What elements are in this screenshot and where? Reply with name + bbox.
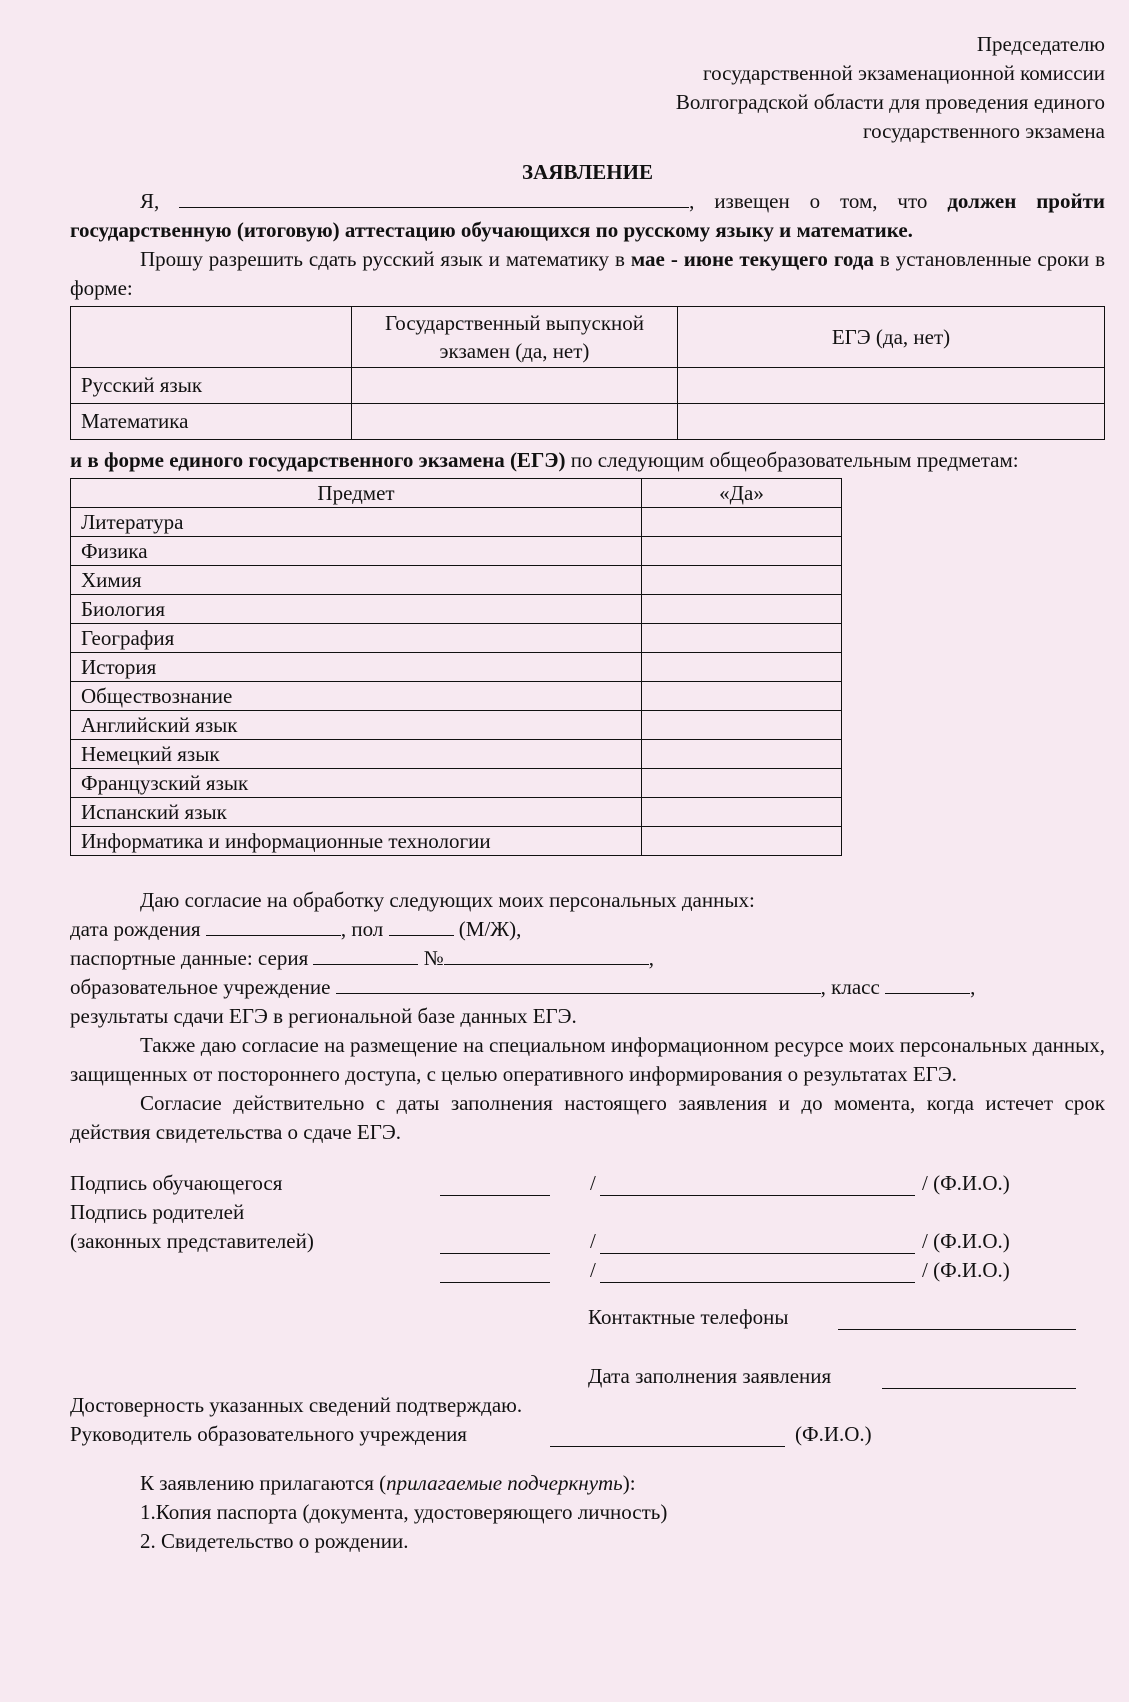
student-signature-label: Подпись обучающегося xyxy=(70,1171,283,1195)
birth-date-field[interactable] xyxy=(206,915,341,936)
school-label: образовательное учреждение xyxy=(70,975,331,999)
fio-label: / (Ф.И.О.) xyxy=(922,1229,1010,1253)
addressee-line: Председателю xyxy=(976,32,1105,56)
passport-label: паспортные данные: серия xyxy=(70,946,309,970)
class-field[interactable] xyxy=(885,973,970,994)
request-paragraph xyxy=(70,245,1105,303)
yes-cell[interactable] xyxy=(642,508,842,537)
table-row xyxy=(71,711,842,740)
subject-cell: Испанский язык xyxy=(71,798,642,827)
parent-name-field-2[interactable] xyxy=(600,1262,915,1283)
fio-label: / (Ф.И.О.) xyxy=(922,1171,1010,1195)
parent-signature-line xyxy=(70,1198,1105,1227)
table-row xyxy=(71,682,842,711)
intro-middle: , извещен о том, что xyxy=(689,189,928,213)
yes-cell[interactable] xyxy=(642,537,842,566)
parent-signature-field[interactable] xyxy=(440,1233,550,1254)
yes-cell[interactable] xyxy=(642,653,842,682)
passport-line: паспортные данные: серия № , xyxy=(70,946,655,970)
intro-prefix: Я, xyxy=(140,189,160,213)
addressee-block xyxy=(550,30,1105,146)
yes-cell[interactable] xyxy=(642,769,842,798)
student-signature-line xyxy=(70,1169,1105,1198)
attachments-italic: прилагаемые подчеркнуть xyxy=(386,1471,623,1495)
placement-paragraph: Также даю согласие на размещение на специальном информационном ресурсе моих персональных данных, защищенных от постороннего доступа, с целью оперативного информирования о результатах ЕГЭ. xyxy=(70,1033,1105,1086)
contacts-label: Контактные телефоны xyxy=(588,1305,789,1329)
yes-cell[interactable] xyxy=(642,595,842,624)
ege-cell[interactable] xyxy=(678,404,1105,440)
passport-series-field[interactable] xyxy=(313,944,418,965)
attachment-item: 1.Копия паспорта (документа, удостоверяющего личность) xyxy=(140,1500,668,1524)
table-row xyxy=(71,653,842,682)
request-text: Прошу разрешить сдать русский язык и математику в xyxy=(140,247,625,271)
subject-cell: Французский язык xyxy=(71,769,642,798)
gve-cell[interactable] xyxy=(352,368,678,404)
table-row xyxy=(71,508,842,537)
parent-signature-line-3 xyxy=(70,1256,1105,1285)
yes-cell[interactable] xyxy=(642,827,842,856)
slash: / xyxy=(590,1258,596,1282)
table-row xyxy=(71,740,842,769)
table-row xyxy=(71,566,842,595)
yes-cell[interactable] xyxy=(642,711,842,740)
subject-cell: История xyxy=(71,653,642,682)
student-name-field[interactable] xyxy=(600,1175,915,1196)
class-label: , класс xyxy=(820,975,880,999)
table-row xyxy=(71,827,842,856)
table-row xyxy=(71,537,842,566)
subject-cell: География xyxy=(71,624,642,653)
document-title: ЗАЯВЛЕНИЕ xyxy=(522,160,653,184)
table-row xyxy=(71,798,842,827)
subject-cell: Русский язык xyxy=(71,368,352,404)
table-header: Государственный выпускной экзамен (да, нет) xyxy=(352,307,678,368)
director-fio: (Ф.И.О.) xyxy=(795,1422,872,1446)
attachment-item: 2. Свидетельство о рождении. xyxy=(140,1529,409,1553)
student-signature-field[interactable] xyxy=(440,1175,550,1196)
table-header xyxy=(71,307,352,368)
request-text-2: в установленные сроки в форме: xyxy=(70,247,1106,300)
attachments-prefix: К заявлению прилагаются ( xyxy=(140,1471,387,1495)
slash: / xyxy=(590,1229,596,1253)
sex-label: , пол xyxy=(340,917,384,941)
table-header: ЕГЭ (да, нет) xyxy=(678,307,1105,368)
exam-form-table xyxy=(70,306,1105,440)
table-row xyxy=(71,368,1105,404)
birth-label: дата рождения xyxy=(70,917,201,941)
intro-paragraph xyxy=(70,187,1105,245)
ege-line xyxy=(70,446,1105,475)
passport-number-label: № xyxy=(423,946,444,970)
date-field[interactable] xyxy=(882,1368,1076,1389)
table-header: Предмет xyxy=(71,479,642,508)
table-row xyxy=(71,595,842,624)
subject-cell: Физика xyxy=(71,537,642,566)
addressee-line: Волгоградской области для проведения единого xyxy=(675,90,1105,114)
birth-line xyxy=(70,915,1105,944)
contacts-field[interactable] xyxy=(838,1309,1076,1330)
parent-signature-label-2: (законных представителей) xyxy=(70,1229,314,1253)
subject-cell: Литература xyxy=(71,508,642,537)
school-line: образовательное учреждение , класс , xyxy=(70,975,976,999)
ege-cell[interactable] xyxy=(678,368,1105,404)
gve-cell[interactable] xyxy=(352,404,678,440)
subject-cell: Немецкий язык xyxy=(71,740,642,769)
director-line xyxy=(70,1420,1105,1449)
passport-number-field[interactable] xyxy=(444,944,649,965)
director-signature-field[interactable] xyxy=(550,1426,785,1447)
director-label: Руководитель образовательного учреждения xyxy=(70,1422,467,1446)
yes-cell[interactable] xyxy=(642,624,842,653)
ege-line-bold: и в форме единого государственного экзамена (ЕГЭ) xyxy=(70,448,566,472)
yes-cell[interactable] xyxy=(642,798,842,827)
confirm-line: Достоверность указанных сведений подтверждаю. xyxy=(70,1393,523,1417)
yes-cell[interactable] xyxy=(642,740,842,769)
addressee-line: государственного экзамена xyxy=(863,119,1105,143)
parent-signature-line-2 xyxy=(70,1227,1105,1256)
consent-heading: Даю согласие на обработку следующих моих персональных данных: xyxy=(140,888,755,912)
attachments-heading xyxy=(140,1469,1105,1498)
addressee-line: государственной экзаменационной комиссии xyxy=(703,61,1105,85)
application-form xyxy=(70,30,1105,1556)
school-field[interactable] xyxy=(336,973,821,994)
yes-cell[interactable] xyxy=(642,566,842,595)
subject-cell: Химия xyxy=(71,566,642,595)
table-header: «Да» xyxy=(642,479,842,508)
parent-signature-label: Подпись родителей xyxy=(70,1200,245,1224)
table-row xyxy=(71,769,842,798)
date-line xyxy=(70,1362,1105,1391)
date-label: Дата заполнения заявления xyxy=(588,1364,832,1388)
subject-cell: Математика xyxy=(71,404,352,440)
results-line: результаты сдачи ЕГЭ в региональной базе данных ЕГЭ. xyxy=(70,1004,577,1028)
sex-field[interactable] xyxy=(389,915,454,936)
parent-name-field[interactable] xyxy=(600,1233,915,1254)
subjects-table xyxy=(70,478,842,856)
contacts-line xyxy=(70,1303,1105,1332)
slash: / xyxy=(590,1171,596,1195)
table-row xyxy=(71,624,842,653)
name-field[interactable] xyxy=(179,187,689,208)
subject-cell: Биология xyxy=(71,595,642,624)
attachments-suffix: ): xyxy=(622,1471,636,1495)
request-bold: мае - июне текущего года xyxy=(630,247,874,271)
subject-cell: Информатика и информационные технологии xyxy=(71,827,642,856)
parent-signature-field-2[interactable] xyxy=(440,1262,550,1283)
intro-bold: должен пройти государственную (итоговую) аттестацию обучающихся по русскому языку и математике. xyxy=(70,189,1106,242)
table-row xyxy=(71,404,1105,440)
ege-line-rest: по следующим общеобразовательным предметам: xyxy=(565,448,1019,472)
sex-options: (М/Ж), xyxy=(458,917,522,941)
validity-paragraph: Согласие действительно с даты заполнения настоящего заявления и до момента, когда истечет срок действия свидетельства о сдаче ЕГЭ. xyxy=(70,1091,1105,1144)
subject-cell: Обществознание xyxy=(71,682,642,711)
attachments xyxy=(70,1469,1105,1556)
fio-label: / (Ф.И.О.) xyxy=(922,1258,1010,1282)
subject-cell: Английский язык xyxy=(71,711,642,740)
yes-cell[interactable] xyxy=(642,682,842,711)
